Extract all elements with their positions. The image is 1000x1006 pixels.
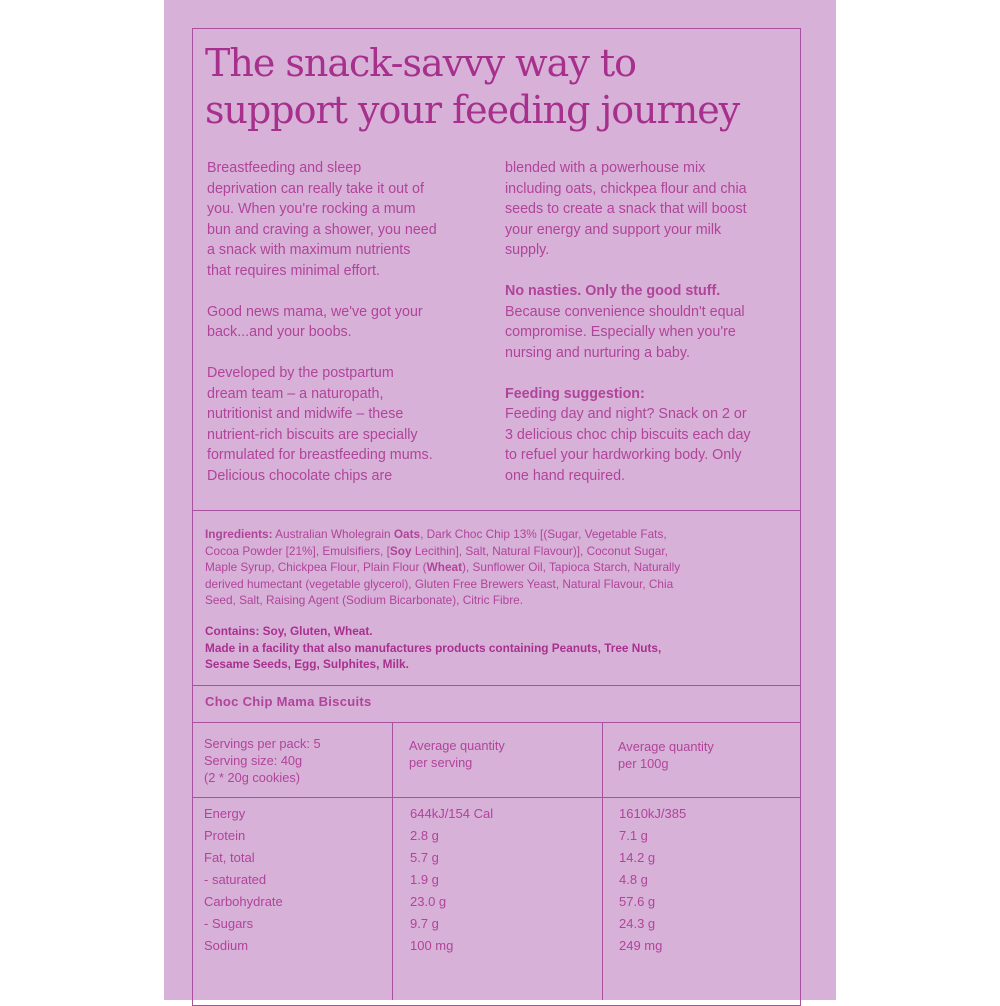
nutrition-row-sugars (0, 916, 1000, 938)
text-line: 3 delicious choc chip biscuits each day (505, 426, 751, 443)
nutrition-row-fat-total (0, 850, 1000, 872)
value-per-100g: 4.8 g (619, 872, 648, 887)
text-line: including oats, chickpea flour and chia (505, 180, 747, 197)
nutrient-label: - saturated (204, 872, 267, 887)
text-run: Cocoa Powder [21%], Emulsifiers, [ (205, 543, 390, 558)
text-line: Developed by the postpartum (207, 365, 394, 381)
headline-line-1: The snack-savvy way to (205, 41, 637, 85)
serving-info (204, 735, 321, 786)
headline (205, 40, 795, 134)
text-line: dream team – a naturopath, (207, 385, 384, 402)
divider-nutrition-header (192, 722, 801, 723)
text-line: Good news mama, we've got your (207, 303, 423, 320)
header-line: per 100g (618, 756, 669, 771)
nutrient-label: Energy (204, 806, 246, 821)
ingredients-list (205, 526, 795, 609)
header-line: Average quantity (618, 739, 714, 754)
paragraph-no-nasties (505, 281, 795, 363)
paragraph-blended (505, 158, 795, 261)
text-run: Lecithin], Salt, Natural Flavour)], Coconut Sugar, (411, 543, 668, 558)
value-per-100g: 7.1 g (619, 828, 648, 843)
servings-per-pack: Servings per pack: 5 (204, 736, 321, 751)
divider-nutrition-body (192, 797, 801, 798)
text-run: , Dark Choc Chip 13% [(Sugar, Vegetable Fats, (420, 527, 667, 541)
text-line: Delicious chocolate chips are (207, 467, 393, 484)
text-line: deprivation can really take it out of (207, 180, 424, 197)
text-line: a snack with maximum nutrients (207, 242, 411, 258)
ingredients-line (205, 526, 795, 543)
value-per-serving: 100 mg (410, 938, 454, 953)
value-per-100g: 14.2 g (619, 850, 656, 865)
nutrient-label: Protein (204, 828, 246, 843)
ingredients-line: Seed, Salt, Raising Agent (Sodium Bicarbonate), Citric Fibre. (205, 593, 524, 607)
facility-line: Sesame Seeds, Egg, Sulphites, Milk. (205, 657, 409, 671)
text-run: Maple Syrup, Chickpea Flour, Plain Flour ( (205, 560, 427, 574)
text-line: Feeding day and night? Snack on 2 or (505, 406, 747, 422)
text-line: compromise. Especially when you're (505, 324, 736, 340)
text-line: that requires minimal effort. (207, 262, 380, 279)
text-run: ), Sunflower Oil, Tapioca Starch, Naturally (462, 560, 681, 574)
ingredients-line (205, 543, 795, 560)
nutrition-row-sodium (0, 938, 1000, 960)
feeding-suggestion-heading: Feeding suggestion: (505, 385, 645, 402)
ingredients-label: Ingredients: (205, 527, 273, 541)
header-line: per serving (409, 755, 473, 770)
text-line: Because convenience shouldn't equal (505, 303, 745, 320)
text-line: blended with a powerhouse mix (505, 160, 706, 176)
value-per-100g: 249 mg (619, 938, 663, 953)
text-line: nutrient-rich biscuits are specially (207, 426, 418, 443)
text-line: you. When you're rocking a mum (207, 201, 416, 217)
value-per-serving: 9.7 g (410, 916, 439, 931)
paragraph-developed (207, 363, 497, 486)
header-per-serving (409, 737, 505, 771)
text-line: seeds to create a snack that will boost (505, 201, 747, 217)
allergen-wheat: Wheat (426, 560, 463, 574)
ingredients-line: derived humectant (vegetable glycerol), Gluten Free Brewers Yeast, Natural Flavour, Chia (205, 576, 674, 591)
value-per-serving: 2.8 g (410, 828, 439, 843)
divider-nutrition-title (192, 685, 801, 686)
nutrient-label: Fat, total (204, 850, 255, 865)
allergen-oats: Oats (393, 527, 421, 541)
paragraph-intro (207, 158, 497, 281)
no-nasties-heading: No nasties. Only the good stuff. (505, 283, 721, 299)
text-line: supply. (505, 242, 550, 258)
value-per-100g: 1610kJ/385 (619, 806, 687, 821)
ingredients-line (205, 559, 795, 576)
text-run: Australian Wholegrain (272, 527, 394, 541)
paragraph-good-news (207, 302, 497, 343)
contains-line: Contains: Soy, Gluten, Wheat. (205, 624, 373, 638)
text-line: bun and craving a shower, you need (207, 221, 437, 238)
paragraph-feeding-suggestion (505, 384, 795, 487)
nutrition-row-protein (0, 828, 1000, 850)
header-per-100g (618, 738, 714, 772)
value-per-100g: 24.3 g (619, 916, 656, 931)
text-line: Breastfeeding and sleep (207, 160, 362, 176)
serving-note: (2 * 20g cookies) (204, 770, 301, 785)
divider-ingredients (192, 510, 801, 511)
allergen-soy: Soy (389, 543, 412, 558)
text-line: nursing and nurturing a baby. (505, 344, 690, 361)
text-line: nutritionist and midwife – these (207, 406, 404, 422)
value-per-serving: 1.9 g (410, 872, 439, 887)
facility-line: Made in a facility that also manufactures products containing Peanuts, Tree Nuts, (205, 640, 662, 655)
value-per-100g: 57.6 g (619, 894, 656, 909)
nutrition-product-name: Choc Chip Mama Biscuits (205, 694, 372, 709)
nutrition-row-carbohydrate (0, 894, 1000, 916)
text-line: back...and your boobs. (207, 324, 352, 340)
value-per-serving: 5.7 g (410, 850, 439, 865)
text-line: formulated for breastfeeding mums. (207, 447, 433, 463)
value-per-serving: 23.0 g (410, 894, 447, 909)
nutrient-label: - Sugars (204, 916, 254, 931)
nutrient-label: Sodium (204, 938, 249, 953)
text-line: your energy and support your milk (505, 221, 722, 238)
serving-size: Serving size: 40g (204, 753, 303, 768)
description-left-column (207, 158, 497, 507)
text-line: one hand required. (505, 467, 626, 484)
nutrition-row-energy (0, 806, 1000, 828)
headline-line-2: support your feeding journey (205, 88, 740, 132)
allergen-statement (205, 623, 795, 673)
nutrition-row-saturated (0, 872, 1000, 894)
nutrient-label: Carbohydrate (204, 894, 283, 909)
text-line: to refuel your hardworking body. Only (505, 447, 742, 463)
description-right-column (505, 158, 795, 507)
value-per-serving: 644kJ/154 Cal (410, 806, 494, 821)
header-line: Average quantity (409, 738, 505, 753)
